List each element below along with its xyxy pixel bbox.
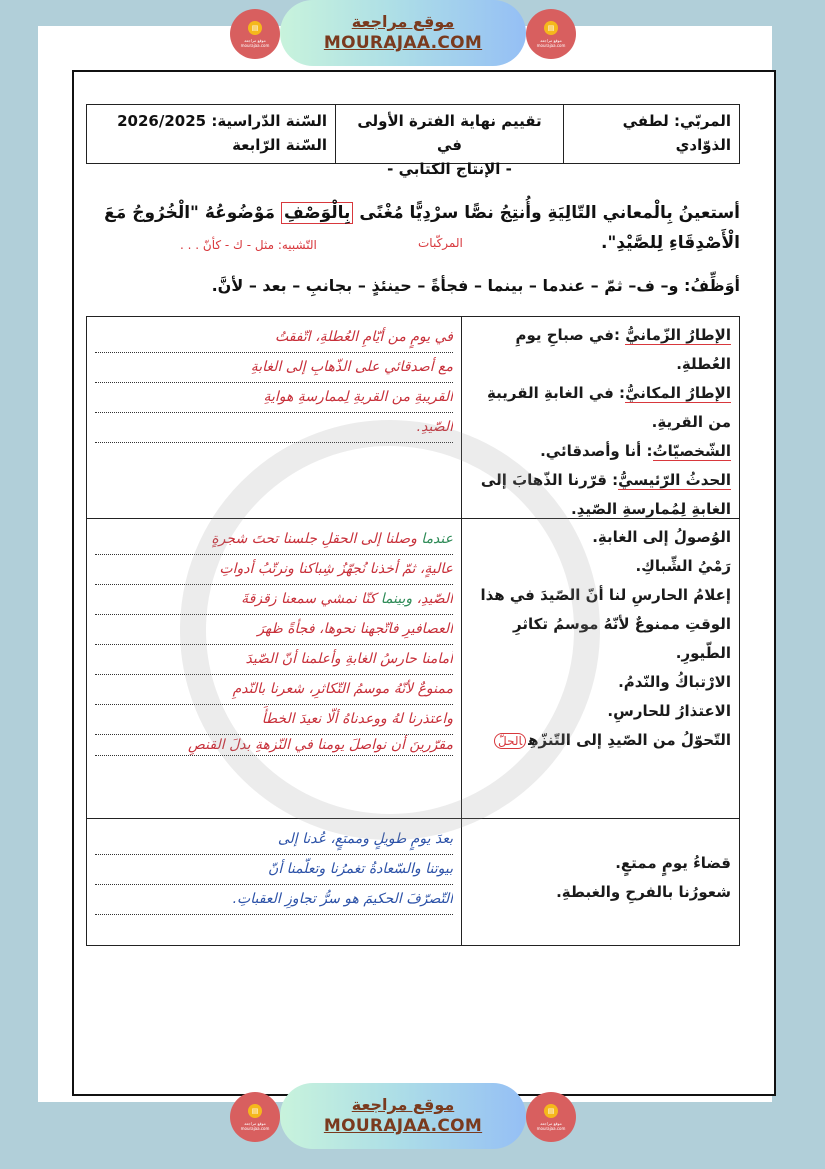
answer-line: الصّيدِ. — [95, 413, 453, 443]
site-link[interactable]: موقع مراجعة MOURAJAA.COM — [280, 1083, 526, 1149]
answer-line: عاليةٍ، ثمّ أخذنا نُجهّزُ شِباكنا ونرتّبُ أدواتِ — [95, 555, 453, 585]
answer-line: بيوتنا والسّعادةُ تغمرُنا وتعلّمنا أنّ — [95, 855, 453, 885]
handwritten-answer — [87, 317, 461, 518]
section-intro — [87, 317, 739, 519]
site-banner-top[interactable] — [228, 0, 598, 70]
answer-line: بعدَ يومٍ طويلٍ وممتعٍ، عُدنا إلى — [95, 825, 453, 855]
site-link[interactable]: موقع مراجعة MOURAJAA.COM — [280, 0, 526, 66]
book-icon: ▤ — [248, 1104, 262, 1118]
section-body — [87, 519, 739, 819]
site-logo-badge: ▤ موقع مراجعة mourajaa.com — [526, 1092, 576, 1142]
answer-line: واعتذرنا لهُ ووعدناهُ ألّا نعيدَ الخطأَ — [95, 705, 453, 735]
book-icon: ▤ — [248, 21, 262, 35]
ideas-column: الوُصولُ إلى الغابةِ. رَمْيُ الشِّباكِ. إعلامُ الحارسِ لنا أنّ الصّيدَ في هذا الوقتِ ممنوعٌ لأنّهُ موسمُ تكاثرِ الطّيورِ. الارْتباكُ والنّدمُ. الاعتذارُ للحارسِ. التّحوّلُ من الصّيدِ إلى التّنزّهِالحلّ — [461, 519, 739, 818]
ideas-column: الإطارُ الزّمانيُّ :في صباحِ يومِ العُطلةِ. الإطارُ المكانيُّ: في الغابةِ القريبةِ من القريةِ. الشّخصيّاتُ: أنا وأصدقائي. الحدثُ الرّئيسيُّ: قرّرنا الذّهابَ إلى الغابةِ لِمُمارسةِ الصّيدِ. — [461, 317, 739, 518]
answer-line: في يومٍ من أيّامِ العُطلةِ، اتّفقتُ — [95, 323, 453, 353]
ideas-column: قضاءُ يومٍ ممتعٍ. شعورُنا بالفرحِ والغبطةِ. — [461, 819, 739, 945]
site-logo-badge: ▤ موقع مراجعة mourajaa.com — [526, 9, 576, 59]
highlighted-word: بِالْوَصْفِ — [281, 202, 353, 224]
answer-grid — [86, 316, 740, 946]
site-logo-badge: ▤ موقع مراجعة mourajaa.com — [230, 1092, 280, 1142]
annotation-simile: التّشبيه: مثل - ك - كأنّ . . . — [180, 238, 317, 252]
handwritten-answer — [87, 819, 461, 945]
answer-line: ممنوعٌ لأنّهُ موسمُ التّكاثرِ، شعرنا بالنّدمِ — [95, 675, 453, 705]
writing-prompt: أستعينُ بِالْمعاني التّالِيَةِ وأُنتِجُ نصًّا سرْدِيًّا مُغْنًى بِالْوَصْفِ مَوْضُوعُهُ "الْخُرُوجُ مَعَ الْأَصْدِقَاءِ لِلصَّيْدِ". — [104, 203, 740, 253]
title-cell: تقييم نهاية الفترة الأولى في - الإنتاج الكتابي - — [335, 105, 563, 163]
solution-tag: الحلّ — [494, 733, 526, 749]
site-logo-badge: ▤ موقع مراجعة mourajaa.com — [230, 9, 280, 59]
header-table — [86, 104, 740, 178]
answer-line: مقرّرينَ أن نواصلَ يومنا في النّزهةِ بدلَ القنصِ — [95, 735, 453, 756]
handwritten-answer — [87, 519, 461, 818]
answer-line: عندما وصلنا إلى الحقلِ جلسنا تحتَ شجرةٍ — [95, 525, 453, 555]
answer-line: القريبةِ من القريةِ لِممارسةِ هوايةِ — [95, 383, 453, 413]
book-icon: ▤ — [544, 21, 558, 35]
connectors-line: أوَظِّفُ: و– ف– ثمّ – عندما – بينما – فجأةً – حينئذٍ – بجانبِ – بعد – لأنَّ. — [211, 276, 740, 295]
answer-line: أمامنا حارسُ الغابةِ وأعلمنا أنّ الصّيدَ — [95, 645, 453, 675]
site-banner-bottom[interactable] — [228, 1083, 598, 1153]
annotation-compounds: المركّبات — [418, 236, 463, 250]
section-conclusion — [87, 819, 739, 945]
answer-line: العصافيرِ فاتّجهنا نحوها، فجأةً ظهرَ — [95, 615, 453, 645]
answer-line: مع أصدقائي على الذّهابِ إلى الغابةِ — [95, 353, 453, 383]
teacher-cell: المربّي: لطفي الذوّادي — [563, 105, 739, 163]
book-icon: ▤ — [544, 1104, 558, 1118]
answer-line: التّصرّفَ الحكيمَ هو سرُّ تجاوزِ العقباتِ. — [95, 885, 453, 915]
year-cell: السّنة الدّراسية: 2026/2025 السّنة الرّابعة — [117, 112, 327, 154]
answer-line: الصّيدِ، وبينما كنّا نمشي سمعنا زقزقةَ — [95, 585, 453, 615]
